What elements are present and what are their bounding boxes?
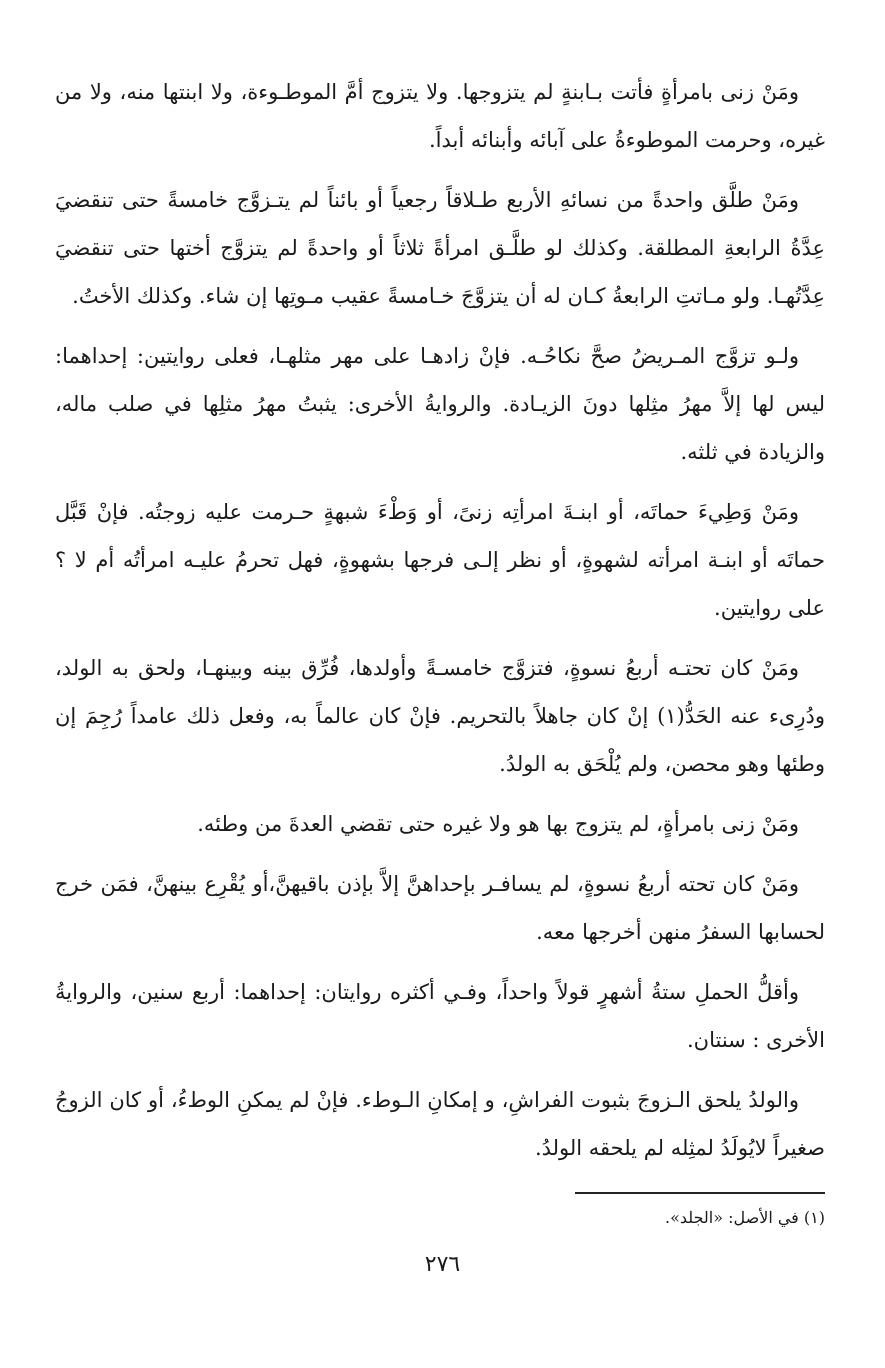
footnote-divider bbox=[575, 1192, 825, 1194]
paragraph: ومَنْ كان تحتـه أربعُ نسوةٍ، فتزوَّج خامسـةً وأولدها، فُرِّق بينه وبينهـا، ولحق به الولد، ودُرِىء عنه الحَدُّ(١) إنْ كان جاهلاً بالتحريم. فإنْ كان عالماً به، وفعل ذلك عامداً رُجِمَ إن وطئها وهو محصن، ولم يُلْحَق به الولدُ. bbox=[55, 656, 825, 776]
paragraph: والولدُ يلحق الـزوجَ بثبوت الفراشِ، و إمكانِ الـوطء. فإنْ لم يمكنِ الوطءُ، أو كان الزوجُ صغيراً لايُولَدُ لمثِله لم يلحقه الولدُ. bbox=[55, 1088, 825, 1160]
paragraph: ومَنْ طلَّق واحدةً من نسائهِ الأربع طـلاقاً رجعياً أو بائناً لم يتـزوَّج خامسةً حتى تنقضيَ عِدَّةُ الرابعةِ المطلقة. وكذلك لو طلَّـق امرأةً ثلاثاً أو واحدةً لم يتزوَّج أختها حتى تنقضيَ عِدَّتُهـا. ولو مـاتتِ الرابعةُ كـان له أن يتزوَّجَ خـامسةً عقيب مـوتِها إن شاء. وكذلك الأختُ. bbox=[55, 188, 825, 308]
page-number: ٢٧٦ bbox=[424, 1252, 461, 1277]
paragraph: ومَنْ وَطِيءَ حماتَه، أو ابنـةَ امرأتِه زنىً، أو وَطْءَ شبهةٍ حـرمت عليه زوجتُه. فإنْ قَبَّل حماتَه أو ابنـة امرأته لشهوةٍ، أو نظر إلـى فرجها بشهوةٍ، فهل تحرمُ عليـه امرأتُه أم لا ؟ على روايتين. bbox=[55, 500, 825, 620]
paragraph: ومَنْ زنى بامرأةٍ، لم يتزوج بها هو ولا غيره حتى تقضي العدةَ من وطئه. bbox=[197, 812, 799, 836]
footnote: (١) في الأصل: «الجلد». bbox=[665, 1208, 825, 1227]
paragraph: ولـو تزوَّج المـريضُ صحَّ نكاحُـه. فإنْ زادهـا على مهر مثلهـا، فعلى روايتين: إحداهما: ليس لها إلاَّ مهرُ مثِلها دونَ الزيـادة. والروايةُ الأخرى: يثبتُ مهرُ مثلِها في صلب ماله، والزيادة في ثلثه. bbox=[55, 344, 825, 464]
paragraph: ومَنْ زنى بامرأةٍ فأتت بـابنةٍ لم يتزوجها. ولا يتزوج أمَّ الموطـوءة، ولا ابنتها منه، ولا من غيره، وحرمت الموطوءةُ على آبائه وأبنائه أبداً. bbox=[55, 80, 825, 152]
main-text bbox=[55, 68, 825, 1184]
paragraph: ومَنْ كان تحته أربعُ نسوةٍ، لم يسافـر بإحداهنَّ إلاَّ بإذن باقيهنَّ،أو يُقْرِع بينهنَّ، فمَن خرج لحسابها السفرُ منهن أخرجها معه. bbox=[55, 872, 825, 944]
paragraph: وأقلُّ الحملِ ستةُ أشهرٍ قولاً واحداً، وفـي أكثره روايتان: إحداهما: أربع سنين، والروايةُ الأخرى : سنتان. bbox=[55, 980, 825, 1052]
